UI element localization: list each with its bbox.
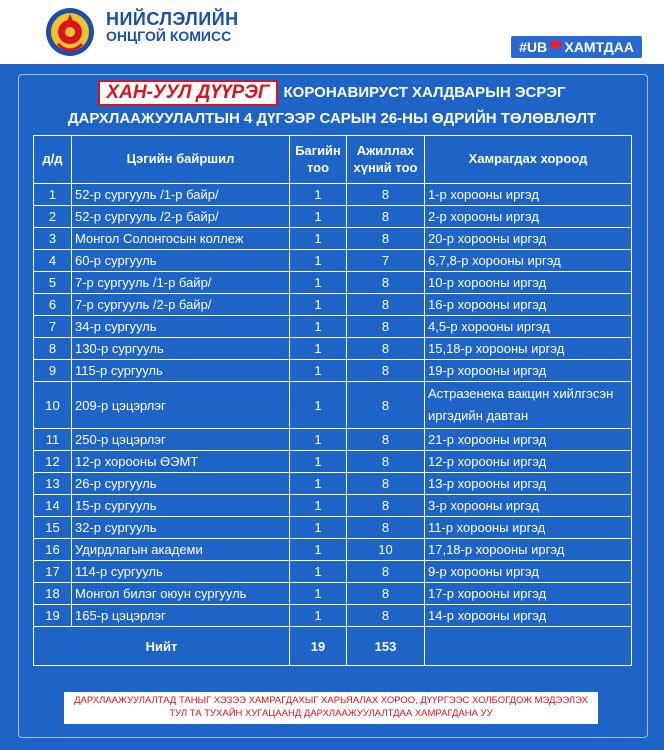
table-row [34,429,632,451]
row-people: 10 [347,539,425,561]
table-row [34,360,632,382]
table-row [34,250,632,272]
row-location: 60-р сургууль [72,250,290,272]
district-badge: ХАН-УУЛ ДҮҮРЭГ [98,80,277,106]
col-header-number: д/д [34,136,72,184]
col-header-people: Ажиллах хүний тоо [347,136,425,184]
row-location: 165-р цэцэрлэг [72,605,290,627]
table-row [34,561,632,583]
header-bar [0,0,664,64]
row-people: 8 [347,272,425,294]
table-row [34,473,632,495]
row-location: 7-р сургууль /1-р байр/ [72,272,290,294]
row-teams: 1 [290,382,347,429]
row-number: 10 [34,382,72,429]
row-teams: 1 [290,184,347,206]
row-number: 3 [34,228,72,250]
table-row [34,338,632,360]
total-label: Нийт [34,627,290,666]
row-people: 8 [347,338,425,360]
total-empty-cell [425,627,632,666]
row-khoroo: 11-р хорооны иргэд [425,517,632,539]
row-people: 8 [347,294,425,316]
row-number: 13 [34,473,72,495]
row-teams: 1 [290,539,347,561]
table-row [34,228,632,250]
row-khoroo: 19-р хорооны иргэд [425,360,632,382]
row-location: 12-р хорооны ӨЭМТ [72,451,290,473]
row-number: 11 [34,429,72,451]
row-people: 8 [347,429,425,451]
row-number: 19 [34,605,72,627]
row-number: 12 [34,451,72,473]
title-line1-text: КОРОНАВИРУСТ ХАЛДВАРЫН ЭСРЭГ [283,83,566,101]
row-people: 8 [347,495,425,517]
row-location: 209-р цэцэрлэг [72,382,290,429]
row-number: 6 [34,294,72,316]
row-khoroo: 4,5-р хорооны иргэд [425,316,632,338]
row-number: 5 [34,272,72,294]
row-location: Удирдлагын академи [72,539,290,561]
row-people: 8 [347,517,425,539]
row-khoroo: 3-р хорооны иргэд [425,495,632,517]
row-number: 7 [34,316,72,338]
row-number: 18 [34,583,72,605]
row-location: 7-р сургууль /2-р байр/ [72,294,290,316]
row-location: 15-р сургууль [72,495,290,517]
notice-banner: ДАРХЛААЖУУЛАЛТАД ТАНЫГ ХЭЗЭЭ ХАМРАГДАХЫГ ХАРЬЯАЛАХ ХОРОО, ДҮҮРГЭЭС ХОЛБОГДОЖ МЭДЭЭЛЭХ ТУЛ ТА ТУХАЙН ХУГАЦААНД ДАРХЛААЖУУЛАЛТДАА ХАМРАГДАНА УУ [64,692,598,724]
row-location: 52-р сургууль /2-р байр/ [72,206,290,228]
table-row [34,495,632,517]
row-khoroo: 13-р хорооны иргэд [425,473,632,495]
org-name [106,10,239,44]
col-header-teams: Багийн тоо [290,136,347,184]
row-khoroo: 20-р хорооны иргэд [425,228,632,250]
row-people: 8 [347,605,425,627]
row-people: 8 [347,451,425,473]
col-header-location: Цэгийн байршил [72,136,290,184]
table-row [34,605,632,627]
row-teams: 1 [290,561,347,583]
table-row [34,517,632,539]
row-number: 14 [34,495,72,517]
row-location: Монгол билэг оюун сургууль [72,583,290,605]
table-row [34,294,632,316]
table-row [34,206,632,228]
heart-icon: ❤ [549,38,563,55]
row-khoroo: 17-р хорооны иргэд [425,583,632,605]
row-people: 7 [347,250,425,272]
row-khoroo: 6,7,8-р хорооны иргэд [425,250,632,272]
table-row [34,382,632,429]
row-teams: 1 [290,338,347,360]
row-teams: 1 [290,517,347,539]
table-row [34,539,632,561]
org-name-line2: ОНЦГОЙ КОМИСС [106,27,232,44]
row-location: 114-р сургууль [72,561,290,583]
table-header-row [34,136,632,184]
row-teams: 1 [290,583,347,605]
table-row [34,272,632,294]
emblem-icon [44,4,96,60]
row-teams: 1 [290,429,347,451]
row-khoroo: 10-р хорооны иргэд [425,272,632,294]
row-number: 15 [34,517,72,539]
row-people: 8 [347,583,425,605]
table-row [34,316,632,338]
row-khoroo: 2-р хорооны иргэд [425,206,632,228]
row-location: 26-р сургууль [72,473,290,495]
row-khoroo: 17,18-р хорооны иргэд [425,539,632,561]
row-people: 8 [347,360,425,382]
org-name-line1: НИЙСЛЭЛИЙН [106,9,239,29]
row-location: 130-р сургууль [72,338,290,360]
row-number: 16 [34,539,72,561]
row-teams: 1 [290,605,347,627]
row-khoroo: 15,18-р хорооны иргэд [425,338,632,360]
table-row [34,583,632,605]
row-people: 8 [347,228,425,250]
row-people: 8 [347,561,425,583]
row-location: 52-р сургууль /1-р байр/ [72,184,290,206]
row-location: 34-р сургууль [72,316,290,338]
ub-hamtdaa-hashtag [511,36,642,58]
hashtag-right: ХАМТДАА [564,39,634,55]
row-people: 8 [347,316,425,338]
row-khoroo: 16-р хорооны иргэд [425,294,632,316]
row-teams: 1 [290,228,347,250]
total-row [34,627,632,666]
row-khoroo: Астразенека вакцин хийлгэсэн иргэдийн давтан [425,382,632,429]
row-teams: 1 [290,272,347,294]
row-teams: 1 [290,451,347,473]
row-number: 4 [34,250,72,272]
row-teams: 1 [290,206,347,228]
row-khoroo: 21-р хорооны иргэд [425,429,632,451]
row-location: 32-р сургууль [72,517,290,539]
row-khoroo: 1-р хорооны иргэд [425,184,632,206]
title-line2: ДАРХЛААЖУУЛАЛТЫН 4 ДҮГЭЭР САРЫН 26-НЫ ӨДРИЙН ТӨЛӨВЛӨЛТ [67,110,597,127]
row-people: 8 [347,382,425,429]
row-teams: 1 [290,495,347,517]
row-teams: 1 [290,316,347,338]
col-header-khoroo: Хамрагдах хороод [425,136,632,184]
row-people: 8 [347,206,425,228]
row-number: 8 [34,338,72,360]
row-location: 250-р цэцэрлэг [72,429,290,451]
row-khoroo: 12-р хорооны иргэд [425,451,632,473]
row-teams: 1 [290,473,347,495]
row-teams: 1 [290,360,347,382]
row-khoroo: 14-р хорооны иргэд [425,605,632,627]
row-number: 1 [34,184,72,206]
title-line1 [0,80,664,106]
total-teams: 19 [290,627,347,666]
table-row [34,184,632,206]
schedule-table [33,135,632,666]
row-number: 17 [34,561,72,583]
hashtag-left: #UB [519,39,548,55]
row-teams: 1 [290,294,347,316]
row-number: 9 [34,360,72,382]
row-number: 2 [34,206,72,228]
row-teams: 1 [290,250,347,272]
row-people: 8 [347,184,425,206]
total-people: 153 [347,627,425,666]
row-location: Монгол Солонгосын коллеж [72,228,290,250]
table-row [34,451,632,473]
row-location: 115-р сургууль [72,360,290,382]
row-people: 8 [347,473,425,495]
row-khoroo: 9-р хорооны иргэд [425,561,632,583]
